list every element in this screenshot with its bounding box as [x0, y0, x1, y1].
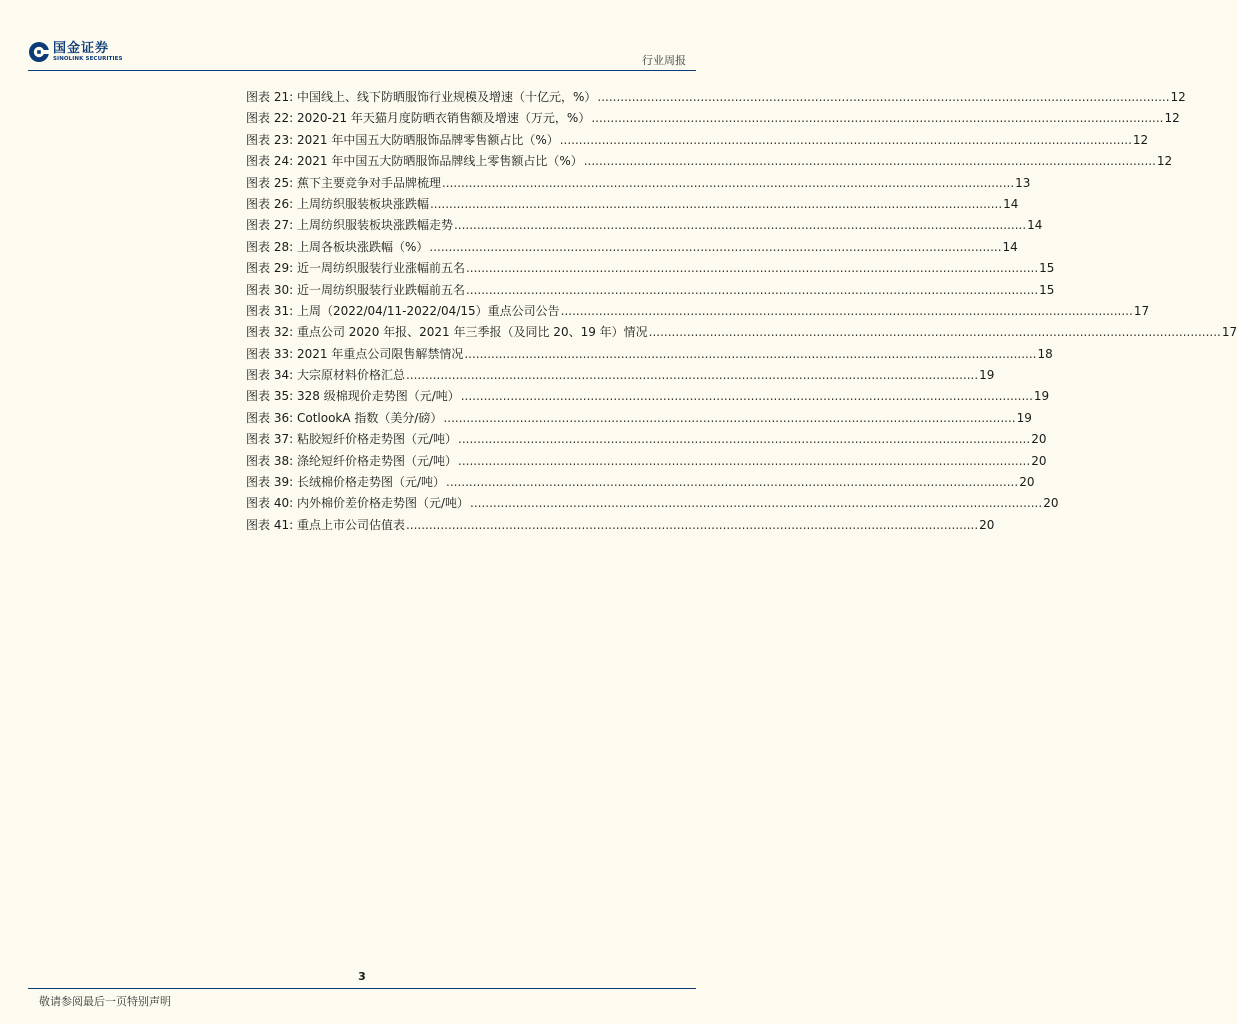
toc-entry-label: 图表 38:: [246, 453, 294, 468]
logo-chinese-name: 国金证券: [53, 40, 110, 56]
toc-entry-title: 上周纺织服装板块涨跌幅走势: [296, 218, 453, 233]
toc-entry-label: 图表 27:: [246, 218, 294, 233]
toc-entry-title: 2020-21 年天猫月度防晒衣销售额及增速（万元，%）: [296, 111, 591, 126]
toc-entry-label: 图表 33:: [246, 346, 294, 361]
toc-entry-page: 14: [1003, 196, 1019, 211]
toc-entry-page: 19: [1016, 410, 1032, 425]
toc-entry-label: 图表 39:: [246, 475, 294, 490]
toc-entry-page: 20: [1043, 496, 1059, 511]
toc-entry[interactable]: [246, 365, 995, 386]
toc-entry[interactable]: [246, 301, 1150, 322]
toc-dot-leader: [406, 515, 978, 536]
toc-entry[interactable]: [246, 322, 1237, 343]
toc-entry-page: 17: [1133, 303, 1150, 318]
toc-entry-title: 2021 年中国五大防晒服饰品牌线上零售额占比（%）: [296, 154, 583, 169]
page-header: [0, 0, 724, 80]
toc-entry-label: 图表 29:: [246, 261, 294, 276]
toc-entry-page: 14: [1002, 239, 1018, 254]
toc-entry-page: 13: [1015, 175, 1031, 190]
toc-dot-leader: [466, 280, 1038, 301]
toc-entry-page: 15: [1039, 282, 1055, 297]
toc-entry-title: 上周各板块涨跌幅（%）: [296, 239, 429, 254]
toc-entry[interactable]: [246, 344, 1053, 365]
toc-entry[interactable]: [246, 194, 1019, 215]
footer-divider: [28, 988, 696, 989]
toc-entry-label: 图表 31:: [246, 303, 294, 318]
toc-entry-page: 19: [979, 368, 995, 383]
toc-entry[interactable]: [246, 493, 1059, 514]
toc-entry-title: CotlookA 指数（美分/磅）: [296, 410, 443, 425]
toc-dot-leader: [597, 87, 1169, 108]
toc-entry-label: 图表 25:: [246, 175, 294, 190]
toc-entry-label: 图表 26:: [246, 196, 294, 211]
toc-entry[interactable]: [246, 258, 1055, 279]
toc-entry-page: 20: [979, 517, 995, 532]
toc-entry-title: 近一周纺织服装行业跌幅前五名: [296, 282, 465, 297]
toc-entry-title: 近一周纺织服装行业涨幅前五名: [296, 261, 465, 276]
toc-entry-title: 长绒棉价格走势图（元/吨）: [296, 475, 446, 490]
toc-entry-label: 图表 35:: [246, 389, 294, 404]
toc-entry-title: 上周（2022/04/11-2022/04/15）重点公司公告: [296, 303, 560, 318]
toc-entry-page: 12: [1164, 111, 1180, 126]
toc-entry-label: 图表 32:: [246, 325, 294, 340]
toc-dot-leader: [443, 408, 1015, 429]
toc-entry-title: 重点公司 2020 年报、2021 年三季报（及同比 20、19 年）情况: [296, 325, 648, 340]
toc-entry-label: 图表 24:: [246, 154, 294, 169]
toc-entry-title: 涤纶短纤价格走势图（元/吨）: [296, 453, 458, 468]
toc-entry-title: 内外棉价差价格走势图（元/吨）: [296, 496, 470, 511]
page-number: 3: [358, 970, 366, 983]
toc-entry-label: 图表 36:: [246, 410, 294, 425]
toc-dot-leader: [584, 151, 1156, 172]
toc-entry-page: 12: [1170, 90, 1186, 104]
toc-entry-title: 中国线上、线下防晒服饰行业规模及增速（十亿元，%）: [296, 90, 597, 104]
toc-dot-leader: [458, 429, 1030, 450]
toc-entry[interactable]: [246, 429, 1047, 450]
company-logo: [28, 41, 123, 63]
toc-entry-page: 12: [1156, 154, 1173, 169]
toc-entry-label: 图表 37:: [246, 432, 294, 447]
toc-dot-leader: [466, 258, 1038, 279]
toc-dot-leader: [461, 386, 1033, 407]
toc-entry[interactable]: [246, 173, 1031, 194]
toc-entry[interactable]: [246, 108, 1180, 129]
toc-entry-page: 20: [1019, 475, 1035, 490]
toc-dot-leader: [470, 493, 1042, 514]
toc-entry-page: 18: [1037, 346, 1053, 361]
logo-english-name: SINOLINK SECURITIES: [53, 55, 123, 62]
toc-dot-leader: [464, 344, 1036, 365]
disclaimer-note: 敬请参阅最后一页特别声明: [39, 995, 171, 1008]
toc-entry-page: 17: [1221, 325, 1237, 340]
toc-entry-title: 蕉下主要竞争对手品牌梳理: [296, 175, 441, 190]
toc-dot-leader: [429, 237, 1001, 258]
toc-entry-label: 图表 41:: [246, 517, 294, 532]
toc-entry-label: 图表 34:: [246, 368, 294, 383]
toc-entry-title: 2021 年重点公司限售解禁情况: [296, 346, 464, 361]
toc-entry-page: 15: [1039, 261, 1055, 276]
toc-entry-label: 图表 40:: [246, 496, 294, 511]
toc-entry-label: 图表 28:: [246, 239, 294, 254]
toc-entry[interactable]: [246, 87, 1186, 108]
toc-dot-leader: [406, 365, 978, 386]
toc-entry[interactable]: [246, 408, 1032, 429]
toc-entry[interactable]: [246, 280, 1055, 301]
sinolink-logo-icon: [28, 41, 50, 63]
toc-entry-label: 图表 30:: [246, 282, 294, 297]
toc-entry[interactable]: [246, 472, 1035, 493]
report-type-label: 行业周报: [642, 54, 686, 67]
toc-dot-leader: [560, 130, 1132, 151]
toc-entry-page: 12: [1132, 132, 1149, 147]
toc-entry-page: 19: [1033, 389, 1050, 404]
toc-dot-leader: [458, 451, 1030, 472]
toc-entry-page: 20: [1031, 453, 1047, 468]
toc-entry-title: 2021 年中国五大防晒服饰品牌零售额占比（%）: [296, 132, 559, 147]
toc-dot-leader: [649, 322, 1221, 343]
toc-dot-leader: [591, 108, 1163, 129]
header-divider: [28, 70, 696, 71]
toc-dot-leader: [454, 215, 1026, 236]
toc-entry-page: 14: [1027, 218, 1043, 233]
toc-entry[interactable]: [246, 237, 1018, 258]
toc-entry[interactable]: [246, 130, 1149, 151]
toc-entry-title: 328 级棉现价走势图（元/吨）: [296, 389, 460, 404]
toc-entry[interactable]: [246, 151, 1173, 172]
toc-entry-title: 粘胶短纤价格走势图（元/吨）: [296, 432, 458, 447]
toc-entry-label: 图表 23:: [246, 132, 294, 147]
toc-entry[interactable]: [246, 515, 995, 536]
toc-entry-title: 重点上市公司估值表: [296, 517, 405, 532]
toc-entry[interactable]: [246, 451, 1047, 472]
toc-entry-label: 图表 21:: [246, 90, 294, 104]
toc-entry[interactable]: [246, 386, 1050, 407]
toc-entry-title: 上周纺织服装板块涨跌幅: [296, 196, 429, 211]
toc-dot-leader: [442, 173, 1014, 194]
toc-dot-leader: [446, 472, 1018, 493]
toc-entry-page: 20: [1031, 432, 1047, 447]
toc-entry-title: 大宗原材料价格汇总: [296, 368, 405, 383]
toc-entry[interactable]: [246, 215, 1043, 236]
toc-dot-leader: [430, 194, 1002, 215]
toc-dot-leader: [561, 301, 1133, 322]
toc-entry-label: 图表 22:: [246, 111, 294, 126]
figure-table-of-contents: [246, 87, 1237, 536]
